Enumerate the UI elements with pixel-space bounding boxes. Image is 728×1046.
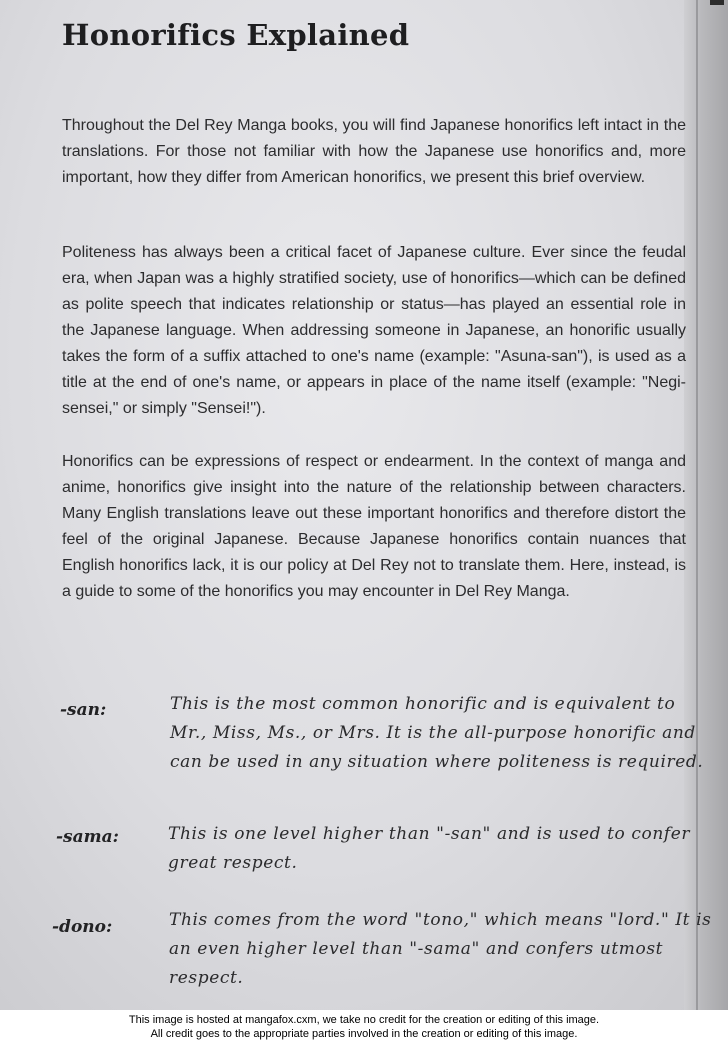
politeness-paragraph: Politeness has always been a critical facet of Japanese culture. Ever since the feudal era, when Japan was a highly stratified society, use of honorifics—which can be defined as polite speech that indicates relationship or status—has played an essential role in the Japanese language. When addressing someone in Japanese, an honorific usually takes the form of a suffix attached to one's name (example: "Asuna-san"), is used as a title at the end of one's name, or appears in place of the name itself (example: "Negi-sensei," or simply "Sensei!"). [62,244,686,417]
honorific-term: -san: [60,700,107,720]
honorific-description: This is one level higher than "-san" and is used to confer great respect. [168,824,691,873]
page-title: Honorifics Explained [62,18,410,52]
hosting-footer [0,1013,728,1041]
honorific-description: This is the most common honorific and is equivalent to Mr., Miss, Ms., or Mrs. It is the all-purpose honorific and can be used in any situation where politeness is required. [170,694,704,772]
honorific-description: This comes from the word "tono," which means "lord." It is an even higher level than "-sama" and confers utmost respect. [169,910,712,988]
corner-mark [710,0,724,5]
expressions-paragraph: Honorifics can be expressions of respect or endearment. In the context of manga and anime, honorifics give insight into the nature of the relationship between characters. Many English translations leave out these important honorifics and therefore distort the feel of the original Japanese. Because Japanese honorifics contain nuances that English honorifics lack, it is our policy at Del Rey not to translate them. Here, instead, is a guide to some of the honorifics you may encounter in Del Rey Manga. [62,453,686,600]
intro-paragraph: Throughout the Del Rey Manga books, you will find Japanese honorifics left intact in the translations. For those not familiar with how the Japanese use honorifics and, more important, how they differ from American honorifics, we present this brief overview. [62,117,686,186]
honorific-term: -dono: [52,917,113,937]
footer-line-2: All credit goes to the appropriate parties involved in the creation or editing of this image. [150,1028,578,1040]
footer-line-1: This image is hosted at mangafox.cxm, we take no credit for the creation or editing of this image. [128,1014,600,1026]
honorific-term: -sama: [56,827,119,847]
